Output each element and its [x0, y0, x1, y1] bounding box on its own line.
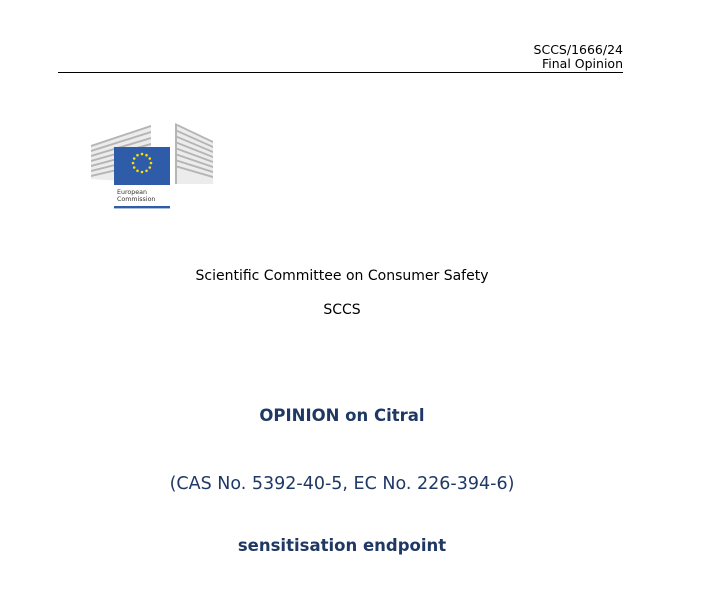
logo-line-european: European: [117, 189, 147, 196]
opinion-subtitle: sensitisation endpoint: [237, 536, 447, 555]
header-divider: [58, 72, 623, 73]
opinion-title: OPINION on Citral: [259, 406, 425, 425]
eu-building-emblem: [89, 121, 216, 213]
document-status: Final Opinion: [542, 56, 623, 71]
logo-line-commission: Commission: [117, 196, 156, 203]
european-commission-logo: [89, 121, 216, 213]
logo-underline: [114, 206, 170, 208]
substance-identifiers: (CAS No. 5392-40-5, EC No. 226-394-6): [169, 474, 515, 494]
document-reference-number: SCCS/1666/24: [533, 42, 623, 57]
document-reference-block: [534, 43, 623, 71]
committee-name: Scientific Committee on Consumer Safety: [195, 268, 489, 284]
committee-acronym: SCCS: [323, 302, 361, 318]
eu-flag-icon: [114, 147, 170, 185]
